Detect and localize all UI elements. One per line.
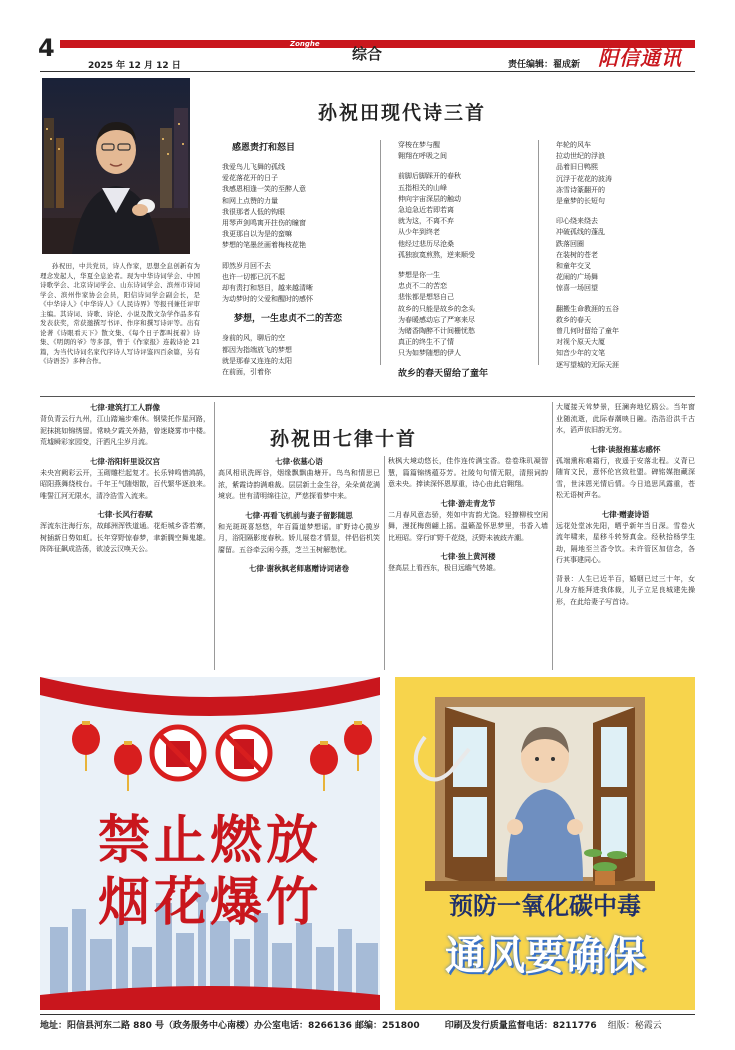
footer-address: 地址：阳信县河东二路 880 号（政务服务中心南楼）办公室电话：8266136 邮编：251800	[40, 1021, 420, 1031]
qilv-poem-text: 高风相讯洗晖谷，烟缘飘飘曲塘开。鸟鸟和情思已浓，紫霞诗韵满难裁。层层新土金生谷，朵朵黄花满境哀。世有清明绵往泣，严慈探看梦中来。	[218, 469, 380, 500]
qilv-poem	[556, 402, 695, 444]
poem-line: 翻搬生命教涯的五谷	[556, 304, 619, 313]
page-number: 4	[38, 34, 55, 62]
qilv-poem-title: 七律·长风行春赋	[97, 510, 153, 519]
section-title: 综合	[352, 45, 383, 63]
poem-line: 即然岁月回不去	[222, 261, 271, 270]
poem-line: 忠贞不二的苦恋	[398, 282, 447, 291]
poem-line: 爱花落花开的日子	[222, 174, 278, 183]
poem-line: 我爱鸟儿飞舞的孤线	[222, 163, 285, 171]
footer-layout: 组版：秘霞云	[607, 1021, 662, 1031]
qilv-poem-title: 七律·依墓心语	[275, 457, 323, 466]
poem-line: 沉浮于花花的波涛	[556, 174, 612, 183]
poem-line: 故乡的只能是故乡的念头	[398, 304, 475, 313]
qilv-poem	[388, 551, 548, 582]
poem-line: 翱翔在呼吸之间	[398, 152, 447, 161]
poem-title: 故乡的春天留给了童年	[398, 368, 489, 379]
qilv-poem	[388, 498, 548, 552]
section-en-label: Zonghe	[290, 40, 320, 48]
poem-line: 我很那者人低的钩眼	[222, 207, 285, 216]
qilv-poem-text: 浑流东注海行东，故邮洲浑铁道通。花炬城乡香若寨，树插新日势如虹。长年穿野惊春梦，聿新腾空舞鬼雄。阵阵征飙成浩荡，欲凌云汉唤天公。	[40, 522, 210, 553]
qilv-poem-text: 背负青云行九州，江山踏遍步难休。钢梁托作星河路，泥抹挑如锦绣留。常映夕霞关外路，曾迷晓雾市中楼。荒墟瞬彩家园变，汗洒凡尘岁月流。	[40, 415, 210, 446]
qilv-poem-title: 七律·建筑打工人群像	[89, 403, 161, 412]
poem-line: 跌落回圈	[556, 239, 584, 248]
qilv-poem-title: 七律·游走青龙节	[440, 498, 496, 508]
poem-line: 是童梦的长短句	[556, 197, 605, 206]
poem-column-2	[398, 140, 538, 379]
poem-line: 品着旧日鸭熙	[556, 163, 598, 172]
poem-line: 从少年到终老	[398, 228, 440, 237]
poem-line: 花闹的广场舞	[556, 273, 598, 282]
column-divider	[380, 140, 381, 365]
column-divider	[552, 402, 553, 670]
poem-title: 梦想，一生忠贞不二的苦恋	[234, 314, 343, 325]
qilv-poem	[556, 509, 695, 574]
qilv-column-4	[556, 402, 695, 615]
column-divider	[384, 456, 385, 670]
poem-lines	[398, 171, 538, 261]
qilv-column-1	[40, 402, 210, 563]
poem-line: 伸向宇宙深层的触动	[398, 194, 461, 203]
poem-line: 用琴声剑鸣寓开拄伤的瞳窗	[222, 219, 306, 228]
poem-line: 逐写望城的无际天涯	[556, 360, 619, 369]
qilv-poem	[556, 574, 695, 616]
qilv-poem-text: 未央宫阙彩云开，玉砌雕栏起复才。长乐钟鸣惜鸿鹄，昭阳燕舞绕枝台。千年王气随烟散，百代繁华逐浪来。唯誓江河无限水，清冷浩雪入流来。	[40, 468, 210, 500]
qilv-poem-title: 七律·浴阳轩里设汉宫	[89, 456, 161, 466]
poem-line: 五指相关的山峰	[398, 183, 447, 192]
qilv-poem	[40, 456, 210, 510]
poem-line: 在前面，引着你	[222, 368, 271, 377]
author-photo	[42, 78, 190, 254]
poem-line: 我感恩相逢一笑的至醉人意	[222, 185, 306, 194]
poem-line: 孤独寂寞煎熬，逆来顺受	[398, 250, 475, 259]
qilv-poem-text: 背景：人生已近半百，婚姻已过三十年，女儿身方能拜进我体裁，儿子立足良城建先操形，在此给妻子写首诗。	[556, 574, 695, 606]
poem-line: 年轮的风车	[556, 141, 591, 149]
qilv-poem	[40, 402, 210, 456]
poem-line: 急迫急近若即若离	[398, 206, 454, 215]
qilv-poem	[556, 444, 695, 509]
poem-line: 都因为指端放飞的梦想	[222, 345, 292, 354]
poem-column-1	[222, 140, 382, 378]
poem-line: 在装树的苍老	[556, 250, 598, 259]
poem-line: 和网上点赞的力量	[222, 196, 278, 205]
qilv-poem-text: 秋枫大境动悠长，佳作连传满宝香。卷卷珠玑凝智慧，篇篇锦绣蕴芬芳。社陵句句情无限，清照词韵意未央。捧读深怀恩厚重，诗心由此启翱翔。	[388, 457, 548, 488]
poem-line: 他经过悲历尽沧桑	[398, 239, 454, 248]
ad-headline-1: 预防一氧化碳中毒	[449, 892, 641, 920]
poem-line: 知音少年的文笔	[556, 349, 605, 358]
poem-line: 只为如梦随想的伊人	[398, 349, 461, 358]
column-divider	[214, 402, 215, 670]
poem-line: 为春暖感动忘了严寒来尽	[398, 315, 475, 324]
qilv-column-3	[388, 456, 548, 582]
poem-line: 拉动世纪的浮浪	[556, 152, 605, 161]
qilv-poem-text: 孤端熏称难霜行，夜遥于安落北程。义背已随宵文民，意怀伦宫致杜盟。碑铭媒抱藏深雪，世沫恩光情后情。今日追思风露重，苍松无语树声名。	[556, 456, 695, 499]
feature-title-modern-poems: 孙祝田现代诗三首	[318, 102, 487, 124]
header-divider	[40, 71, 695, 72]
ad-headline-2: 烟花爆竹	[97, 873, 322, 933]
qilv-poem-title: 七律·赠妻诗语	[601, 509, 650, 519]
qilv-poem-text: 远花处堂冰先阳，晒乎新年当日深。雪卷火流年啸来，星移斗转努真金。经秋拾杨学生劫，隔地至兰香令饮。未许管区加信念，各行其事建同心。	[556, 521, 695, 564]
poem-line: 前脚后脚踩开的春秋	[398, 172, 461, 181]
qilv-poem-text: 二月春风意态骄，苑如中宵韵尤饶。轻撩柳枝空闲舞，漫抚梅茵翩上摇。温籁盈怀思梦里，书香入墙比班昭。穿行旷野千花绕，沃野未被歧卉潮。	[388, 510, 548, 542]
poem-lines	[398, 140, 538, 162]
co-prevention-ad	[395, 677, 695, 1010]
qilv-poem-text: 和光斑斑喜怒悠，年百篇道梦想谣。旷野诗心揽岁月，浴阳隔影度春秋。娇儿展卷才情显，伴侣俗机笑靥留。五谷牵云闲今燕，芝兰玉树解愁忧。	[218, 522, 380, 554]
qilv-poem	[40, 509, 210, 563]
qilv-poem-title: 七律·读报抱墓志感怀	[590, 444, 661, 454]
poem-lines	[556, 304, 696, 371]
qilv-poem-title: 七律·谢秋枫老师惠赠诗词诸卷	[248, 564, 350, 573]
ad-headline-2: 通风要确保	[445, 933, 645, 979]
newspaper-logo: 阳信通讯	[598, 46, 682, 70]
poem-line: 为睹香陶醉不计间栅忧愁	[398, 327, 475, 336]
poem-line: 却有责打和怒目，越来越清晰	[222, 284, 313, 293]
poem-lines	[556, 140, 696, 207]
poem-line: 对视个原天大厦	[556, 338, 605, 347]
feature-title-qilv: 孙祝田七律十首	[270, 428, 418, 450]
poem-title: 感恩责打和怒目	[232, 143, 296, 153]
column-divider	[538, 140, 539, 365]
qilv-poem	[218, 456, 380, 510]
poem-line: 也许一切都已沉不起	[222, 272, 285, 281]
poem-lines	[222, 333, 382, 378]
poem-line: 梦想的笔墨丝画着梅枝花艳	[222, 241, 306, 250]
poem-line: 悲怅都是想怒自己	[398, 293, 454, 302]
section-divider	[40, 396, 695, 397]
qilv-poem-text: 登高层上看西东，极目远瞻气势雄。	[388, 564, 500, 572]
poem-line: 穿梭在梦与醒	[398, 141, 440, 149]
poem-line: 曾几何时留给了童年	[556, 327, 619, 336]
poem-line: 惊喜一场回望	[556, 284, 598, 293]
poem-lines	[222, 162, 382, 252]
poem-line: 冻雪诗篆翻开的	[556, 185, 605, 194]
qilv-poem	[388, 456, 548, 498]
author-bio: 孙祝田，中共党员，诗人作家，思想全息创新有为理念发起人，华夏全息论者。现为中华诗词学会、中国诗歌学会、北京诗词学会、山东诗词学会、滨州市诗词学会、滨州作家协会会员，阳信诗词学会副会长，是《中华诗人》《中华诗人》《人民诗界》等报刊兼任评审主编。其诗词、诗歌、诗论、小说及散文杂学作品多有发表获奖，常获邀撰写书评、作序和撰写诗评等。出有论著《诗眼看天下》散文集、《每个日子都叫抚着》诗集、《明朗的爷》等多部，曾于《作家报》连载诗论 21 篇，为当代诗词名家代序诗人写诗评鉴四百余篇，另有《诗语荟》多种合作。	[40, 262, 200, 365]
footer-print: 印刷及发行质量监督电话：8211776	[444, 1021, 597, 1031]
issue-date: 2025 年 12 月 12 日	[88, 61, 181, 71]
poem-lines	[222, 261, 382, 306]
qilv-poem-title: 七律·独上黄河楼	[440, 552, 496, 561]
footer	[40, 1018, 695, 1031]
poem-line: 梦想是你一生	[398, 271, 440, 280]
poem-line: 为动梦时的父爱和醒时的感怀	[222, 295, 313, 304]
qilv-poem-title: 七律·再看飞机前与妻子留影随思	[245, 510, 353, 520]
qilv-column-2	[218, 456, 380, 582]
responsible-editor: 责任编辑：翟成新	[508, 60, 581, 70]
poem-line: 身前的风，聊后的空	[222, 334, 285, 343]
poem-line: 就为这，不离不弃	[398, 217, 454, 226]
poem-line: 真正的终生不了情	[398, 338, 454, 347]
poem-line: 救乡的春天	[556, 315, 591, 324]
poem-line: 和童年交叉	[556, 262, 591, 271]
qilv-poem	[218, 510, 380, 564]
poem-line: 印心绕来绕去	[556, 217, 598, 226]
poem-column-3	[556, 140, 696, 371]
poem-lines	[556, 216, 696, 294]
qilv-poem-text: 大厦接天耸梦景，狂澜奔地忆鸥公。当年窗业随流逝，此际春潮映日融。浩浩沿洪千古水，滔声依旧韵无穷。	[556, 403, 695, 434]
poem-line: 就是那春又连连的太阳	[222, 356, 292, 365]
firecracker-ban-ad	[40, 677, 380, 1010]
poem-lines	[398, 270, 538, 360]
ad-headline-1: 禁止燃放	[97, 811, 322, 871]
footer-divider	[40, 1014, 695, 1015]
poem-line: 冲破孤线的蓬乱	[556, 228, 605, 237]
qilv-poem	[218, 563, 380, 582]
poem-line: 我更那自以为是的蛮嘛	[222, 230, 292, 239]
